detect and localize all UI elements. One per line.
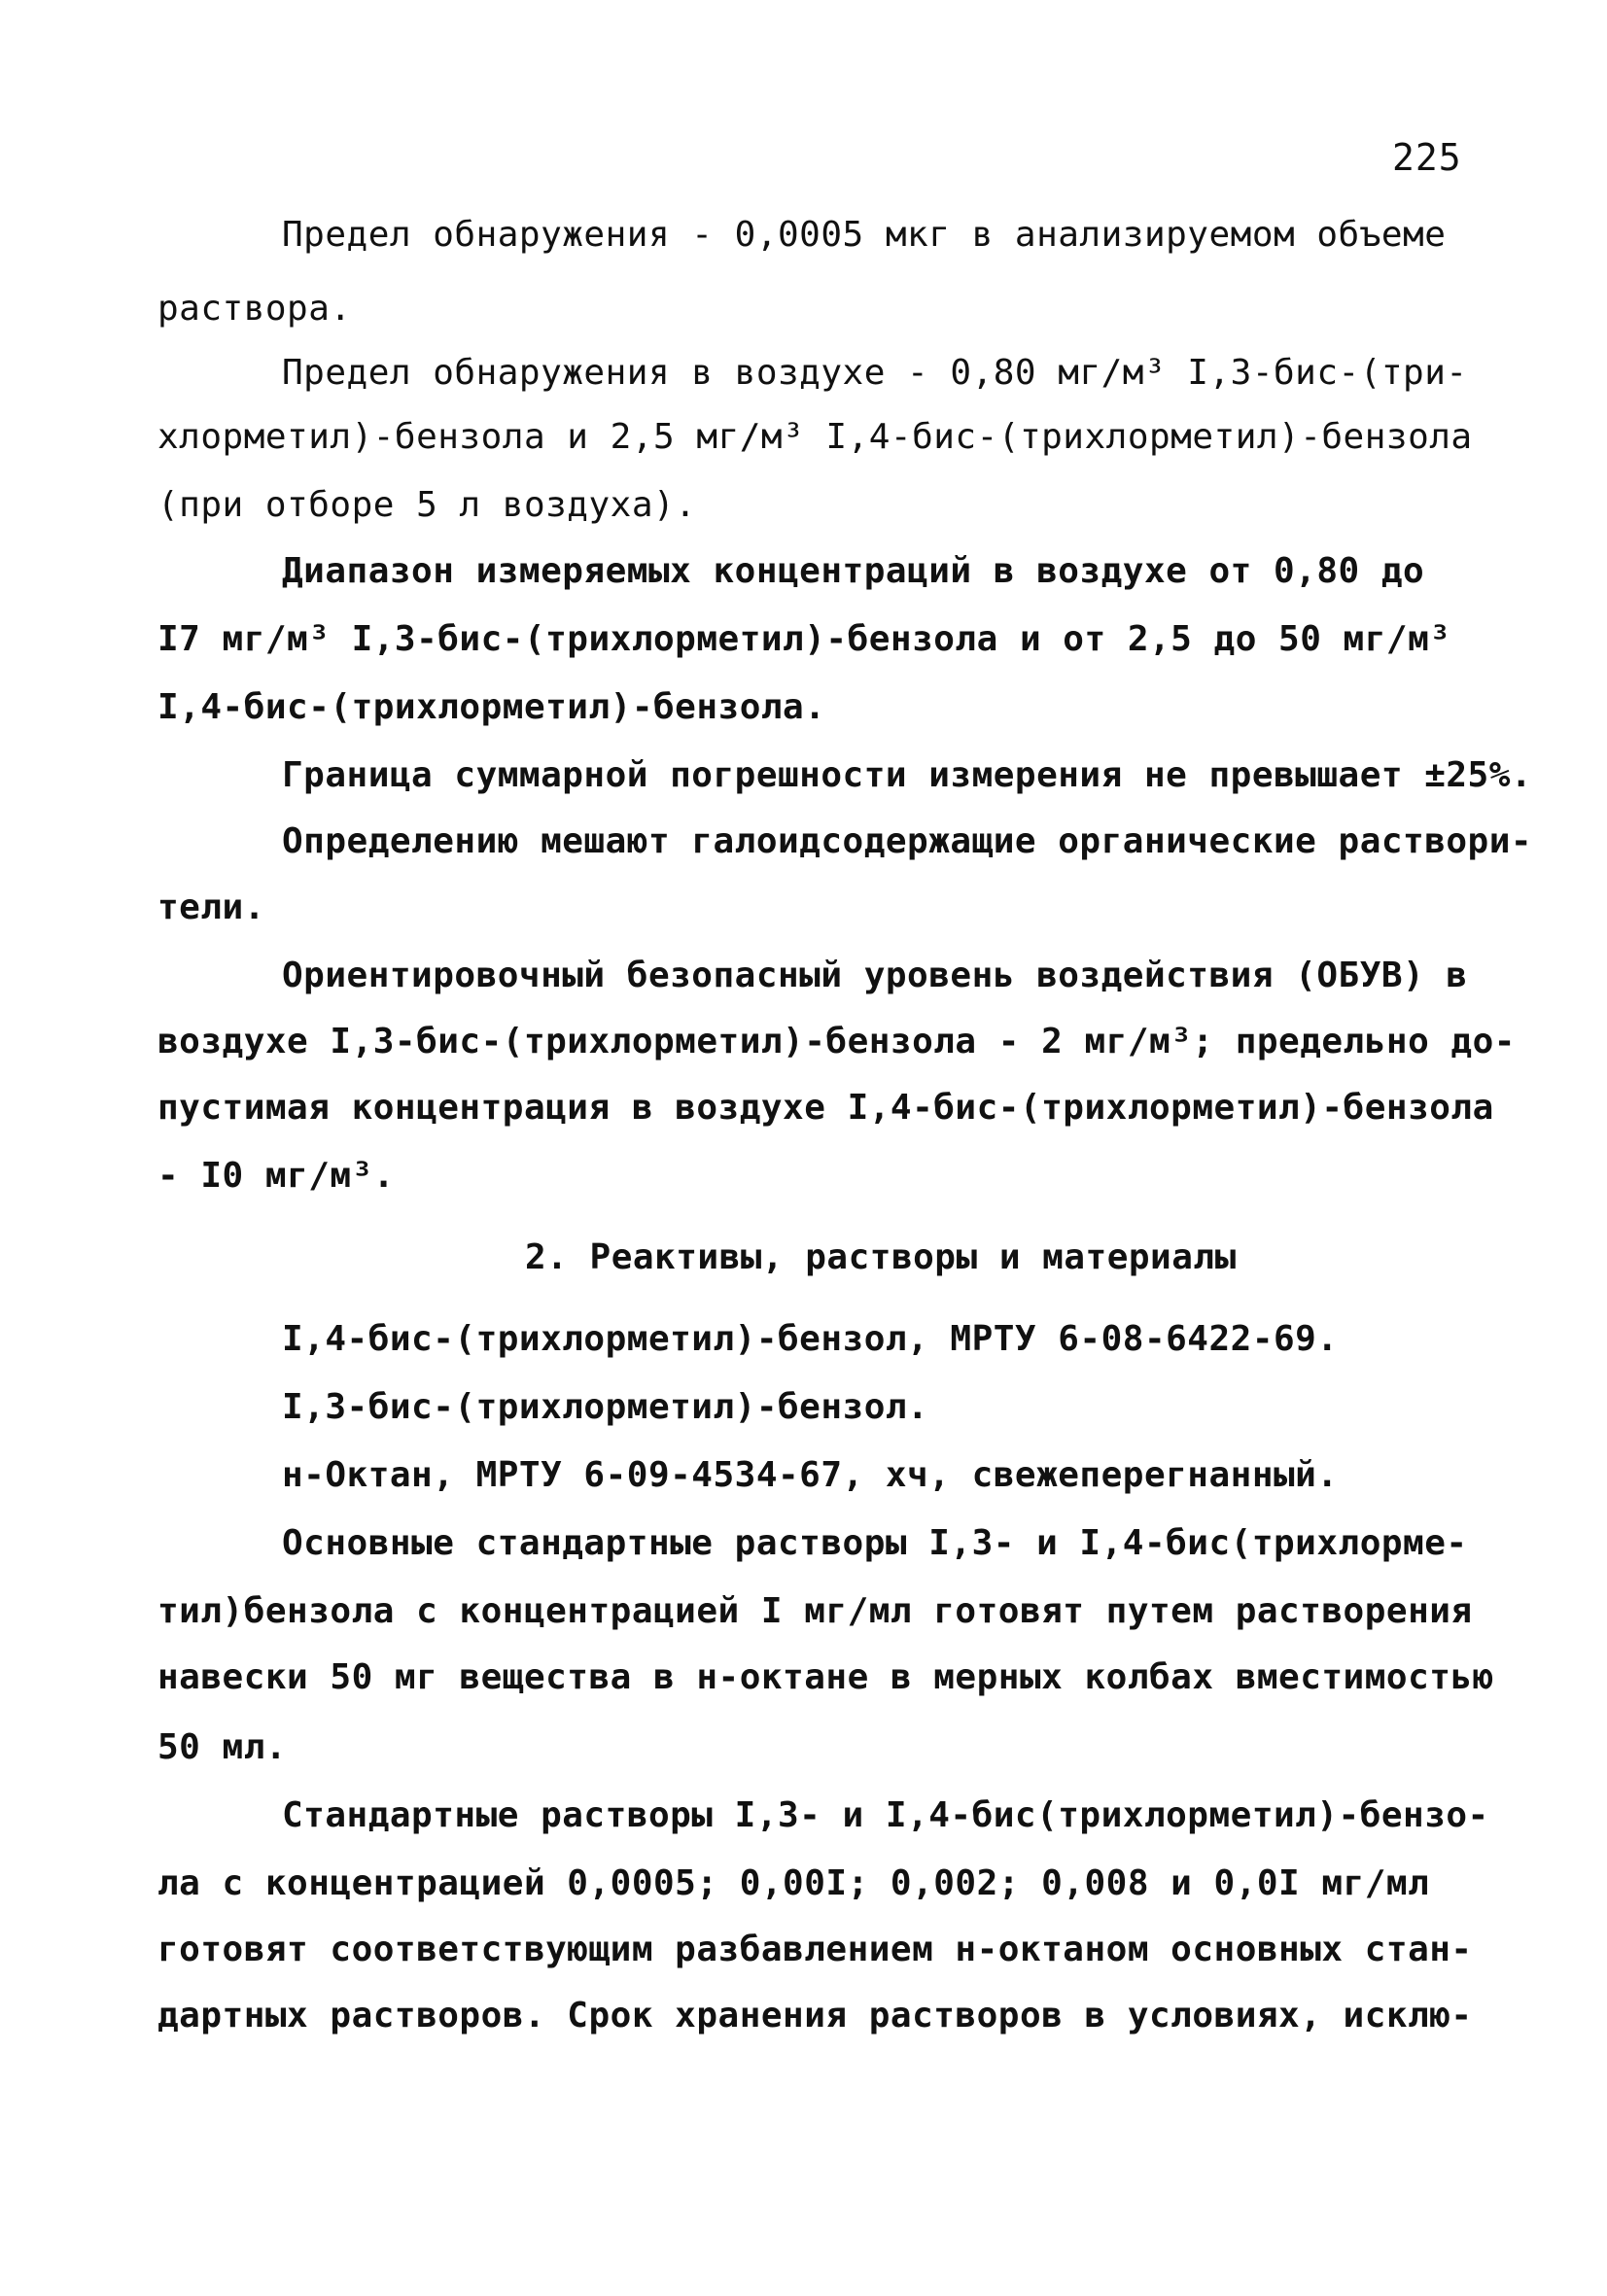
- text-line: I,3-бис-(трихлорметил)-бензол.: [282, 1387, 929, 1427]
- text-line: I7 мг/м³ I,3-бис-(трихлорметил)-бензола и от 2,5 до 50 мг/м³: [157, 619, 1451, 659]
- text-line: Диапазон измеряемых концентраций в воздухе от 0,80 до: [282, 551, 1425, 591]
- text-line: воздухе I,3-бис-(трихлорметил)-бензола - 2 мг/м³; предельно до-: [157, 1022, 1516, 1061]
- text-line: готовят соответствующим разбавлением н-октаном основных стан-: [157, 1930, 1473, 1969]
- text-line: Граница суммарной погрешности измерения не превышает ±25%.: [282, 755, 1533, 795]
- text-line: 50 мл.: [157, 1727, 288, 1767]
- text-line: тил)бензола с концентрацией I мг/мл готовят путем растворения: [157, 1591, 1473, 1631]
- text-line: навески 50 мг вещества в н-октане в мерных колбах вместимостью: [157, 1657, 1494, 1697]
- text-line: I,4-бис-(трихлорметил)-бензол, МРТУ 6-08-6422-69.: [282, 1319, 1339, 1359]
- text-line: н-Октан, МРТУ 6-09-4534-67, хч, свежеперегнанный.: [282, 1455, 1339, 1495]
- text-line: Определению мешают галоидсодержащие органические раствори-: [282, 821, 1533, 861]
- text-line: Предел обнаружения - 0,0005 мкг в анализируемом объеме: [282, 215, 1447, 255]
- text-line: Основные стандартные растворы I,3- и I,4-бис(трихлорме-: [282, 1523, 1468, 1563]
- text-line: I,4-бис-(трихлорметил)-бензола.: [157, 687, 826, 727]
- text-line: тели.: [157, 887, 265, 927]
- text-line: ла с концентрацией 0,0005; 0,00I; 0,002; 0,008 и 0,0I мг/мл: [157, 1863, 1430, 1903]
- page-number: 225: [1392, 136, 1462, 179]
- text-line: хлорметил)-бензола и 2,5 мг/м³ I,4-бис-(трихлорметил)-бензола: [157, 417, 1473, 457]
- text-line: пустимая концентрация в воздухе I,4-бис-(трихлорметил)-бензола: [157, 1088, 1494, 1128]
- text-line: раствора.: [157, 289, 352, 329]
- text-line: Предел обнаружения в воздухе - 0,80 мг/м³ I,3-бис-(три-: [282, 353, 1468, 393]
- text-line: (при отборе 5 л воздуха).: [157, 485, 697, 525]
- text-line: Ориентировочный безопасный уровень воздействия (ОБУВ) в: [282, 956, 1468, 995]
- text-line: - I0 мг/м³.: [157, 1156, 395, 1196]
- text-line: дартных растворов. Срок хранения растворов в условиях, исклю-: [157, 1996, 1473, 2035]
- section-heading: 2. Реактивы, растворы и материалы: [525, 1237, 1237, 1277]
- text-line: Стандартные растворы I,3- и I,4-бис(трихлорметил)-бензо-: [282, 1795, 1489, 1835]
